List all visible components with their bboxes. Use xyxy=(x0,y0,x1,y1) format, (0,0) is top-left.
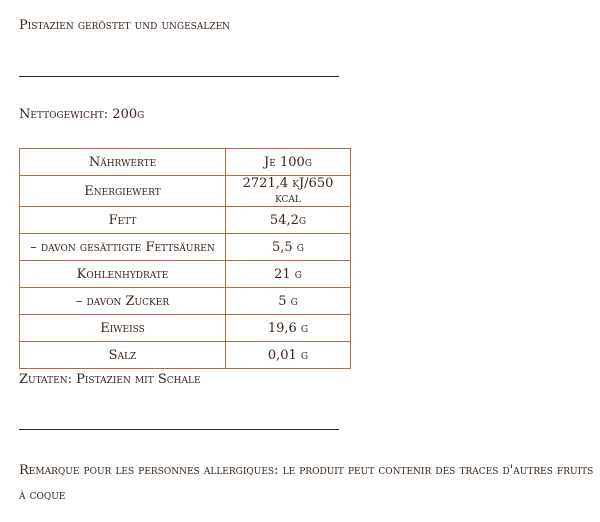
table-header-row xyxy=(20,149,351,176)
table-header-per-100g: Je 100g xyxy=(226,149,351,176)
net-weight: Nettogewicht: 200g xyxy=(19,107,145,122)
nutrient-name: Salz xyxy=(20,342,226,369)
table-row xyxy=(20,288,351,315)
table-row xyxy=(20,176,351,207)
divider-top xyxy=(19,76,339,77)
table-row xyxy=(20,207,351,234)
nutrient-name: Eiweiss xyxy=(20,315,226,342)
nutrition-table xyxy=(19,148,351,369)
divider-bottom xyxy=(19,429,339,430)
nutrient-value: 2721,4 kJ/650 kcal xyxy=(226,176,351,207)
nutrient-name: – davon gesättigte Fettsäuren xyxy=(20,234,226,261)
nutrient-value: 5,5 g xyxy=(226,234,351,261)
nutrient-name: – davon Zucker xyxy=(20,288,226,315)
table-header-nutrient: Nährwerte xyxy=(20,149,226,176)
nutrient-value: 21 g xyxy=(226,261,351,288)
table-row xyxy=(20,234,351,261)
nutrient-name: Fett xyxy=(20,207,226,234)
nutrient-value: 5 g xyxy=(226,288,351,315)
table-row xyxy=(20,342,351,369)
nutrient-name: Kohlenhydrate xyxy=(20,261,226,288)
nutrient-value: 19,6 g xyxy=(226,315,351,342)
nutrient-value: 0,01 g xyxy=(226,342,351,369)
allergy-note: Remarque pour les personnes allergiques: le produit peut contenir des traces d'autres fruits à coque xyxy=(19,463,594,503)
nutrient-name: Energiewert xyxy=(20,176,226,207)
table-row xyxy=(20,261,351,288)
nutrient-value: 54,2g xyxy=(226,207,351,234)
product-title: Pistazien geröstet und ungesalzen xyxy=(19,18,231,33)
ingredients: Zutaten: Pistazien mit Schale xyxy=(19,372,201,387)
table-row xyxy=(20,315,351,342)
